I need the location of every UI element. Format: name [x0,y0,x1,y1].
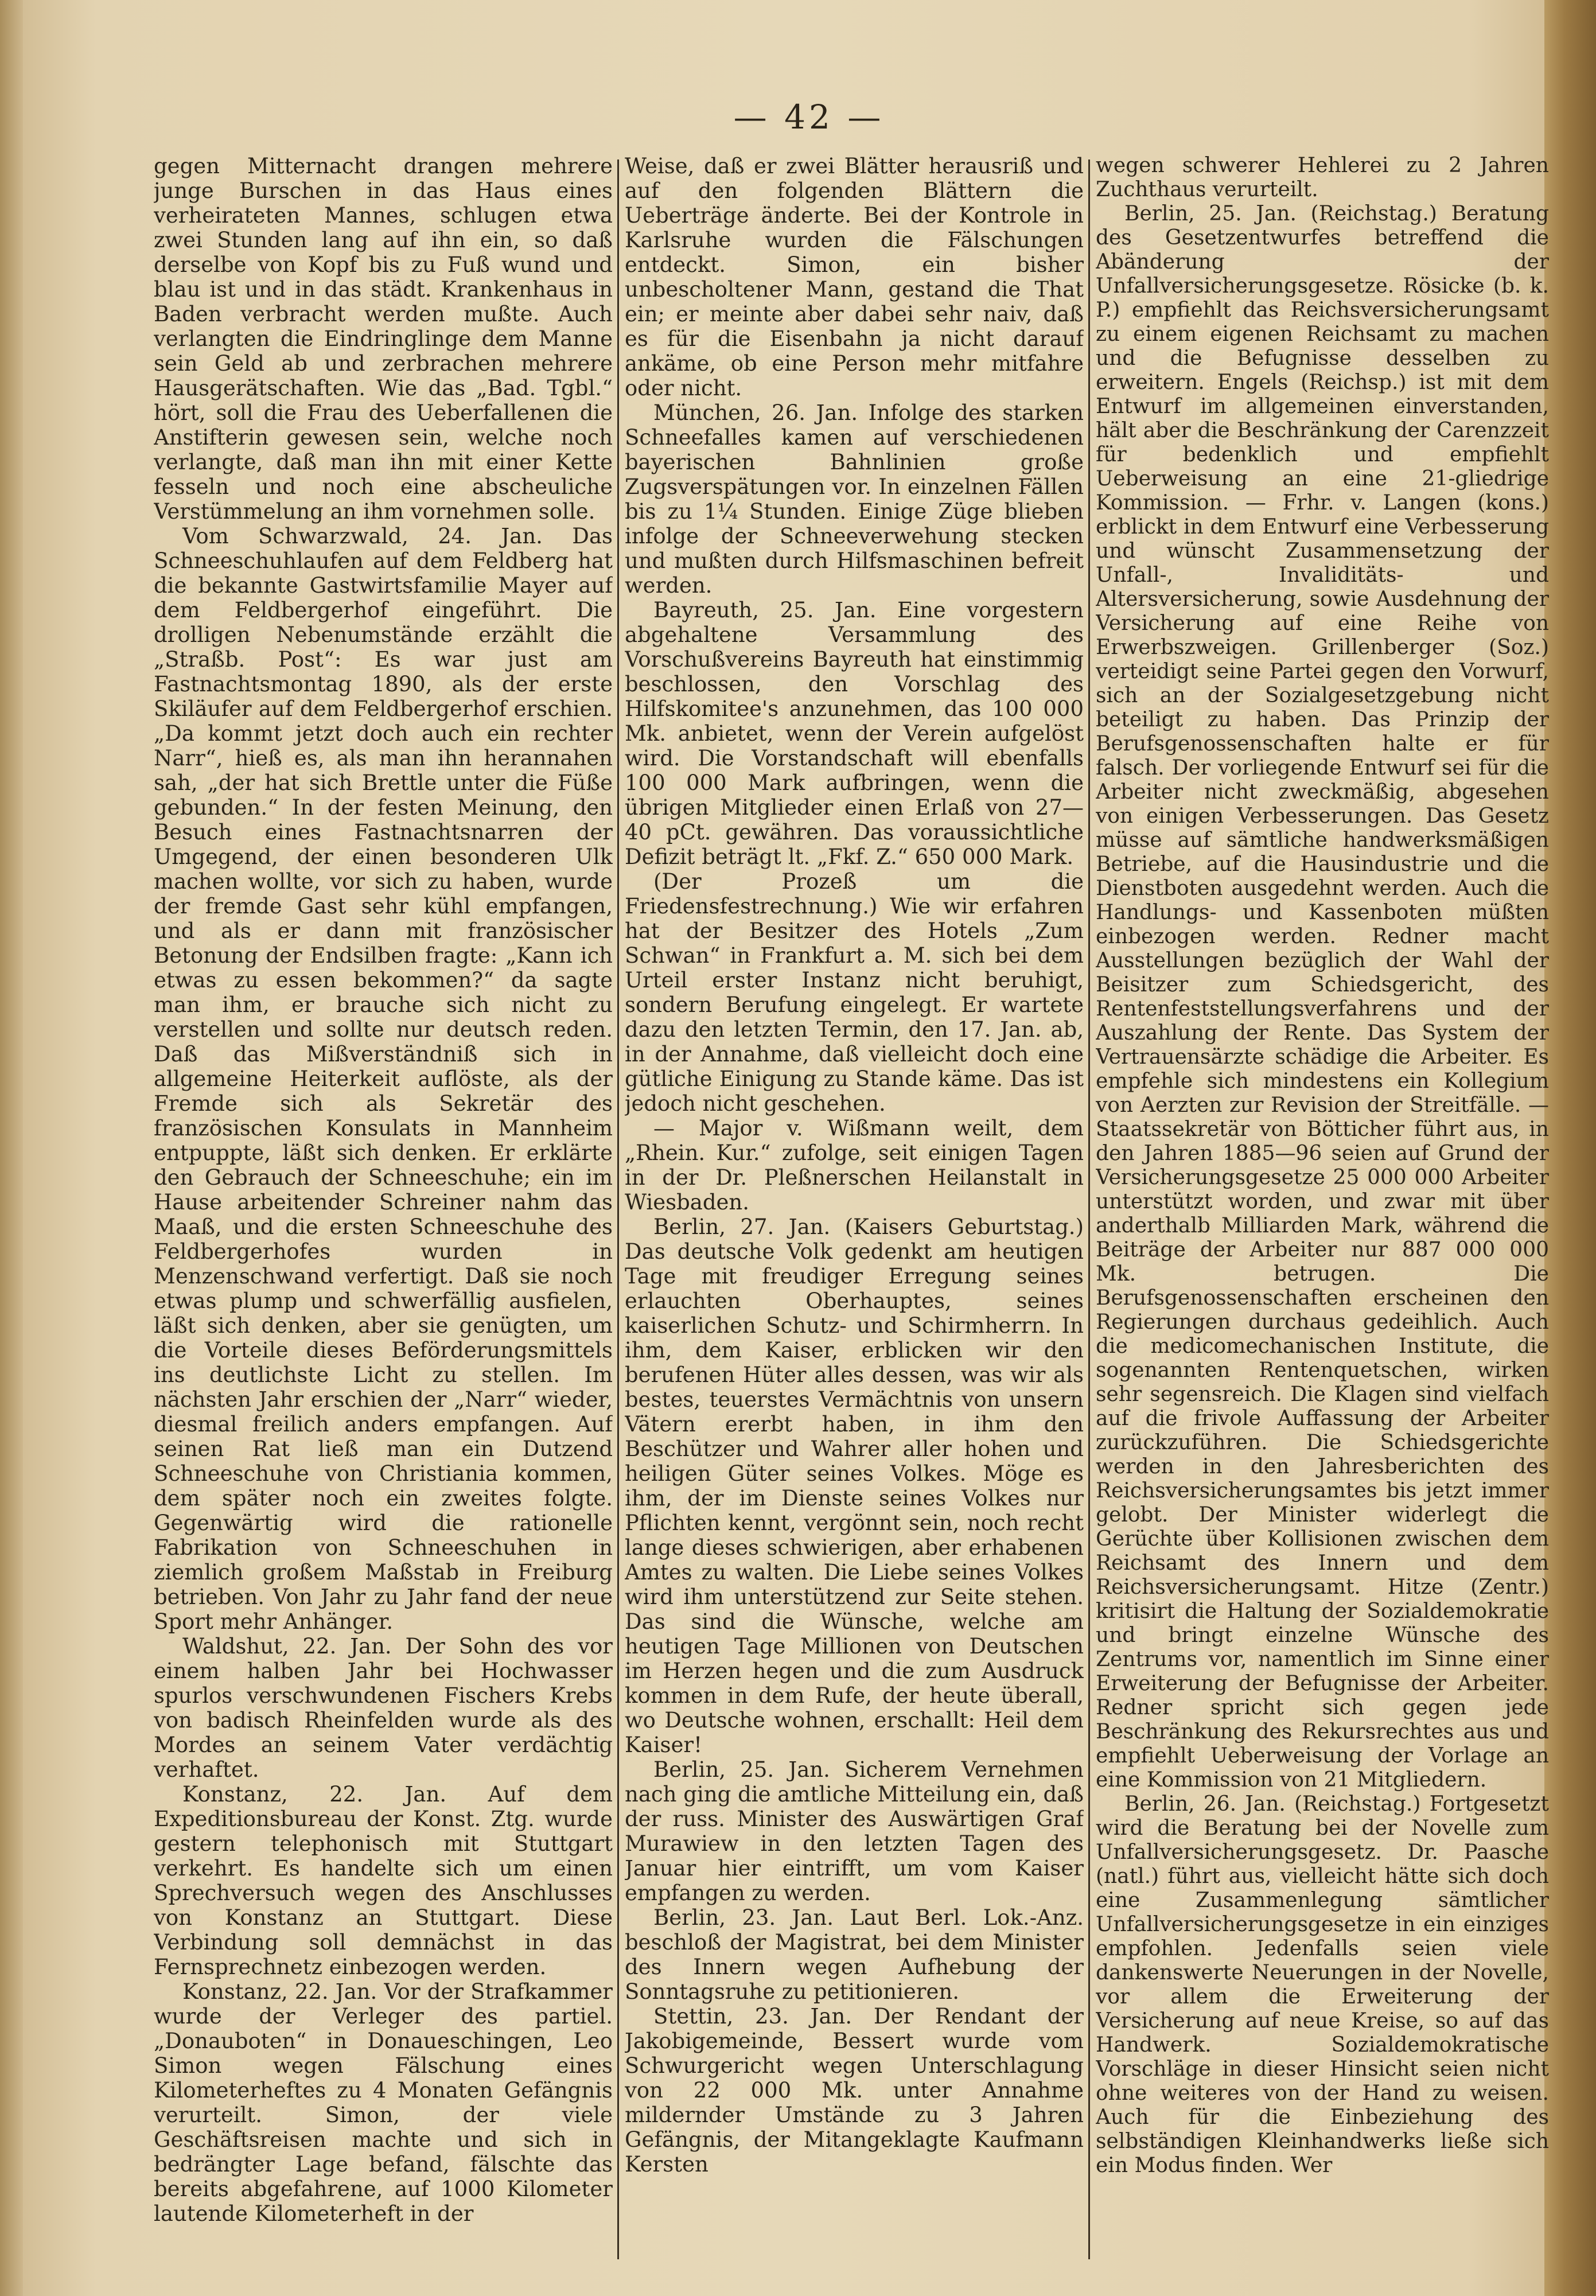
paragraph: Berlin, 23. Jan. Laut Berl. Lok.-Anz. beschloß der Magistrat, bei dem Minister des Innern wegen Aufhebung der Sonntagsruhe zu petitionieren. [625,1905,1084,2004]
paragraph: wegen schwerer Hehlerei zu 2 Jahren Zuchthaus verurteilt. [1096,154,1549,201]
column-2 [625,154,1084,2265]
paragraph: Vom Schwarzwald, 24. Jan. Das Schneeschuhlaufen auf dem Feldberg hat die bekannte Gastwirtsfamilie Mayer auf dem Feldbergerhof eingeführt. Die drolligen Nebenumstände erzählt die „Straßb. Post“: Es war just am Fastnachtsmontag 1890, als der erste Skiläufer auf dem Feldbergerhof erschien. „Da kommt jetzt doch auch ein rechter Narr“, hieß es, als man ihn herannahen sah, „der hat sich Brettle unter die Füße gebunden.“ In der festen Meinung, den Besuch eines Fastnachtsnarren der Umgegend, der einen besonderen Ulk machen wollte, vor sich zu haben, wurde der fremde Gast sehr kühl empfangen, und als er dann mit französischer Betonung der Endsilben fragte: „Kann ich etwas zu essen bekommen?“ da sagte man ihm, er brauche sich nicht zu verstellen und sollte nur deutsch reden. Daß das Mißverständniß sich in allgemeine Heiterkeit auflöste, als der Fremde sich als Sekretär des französischen Konsulats in Mannheim entpuppte, läßt sich denken. Er erklärte den Gebrauch der Schneeschuhe; ein im Hause arbeitender Schreiner nahm das Maaß, und die ersten Schneeschuhe des Feldbergerhofes wurden in Menzenschwand verfertigt. Daß sie noch etwas plump und schwerfällig ausfielen, läßt sich denken, aber sie genügten, um die Vorteile dieses Beförderungsmittels ins deutlichste Licht zu stellen. Im nächsten Jahr erschien der „Narr“ wieder, diesmal freilich anders empfangen. Auf seinen Rat ließ man ein Dutzend Schneeschuhe von Christiania kommen, dem später noch ein zweites folgte. Gegenwärtig wird die rationelle Fabrikation von Schneeschuhen in ziemlich großem Maßstab in Freiburg betrieben. Von Jahr zu Jahr fand der neue Sport mehr Anhänger. [154,524,613,1634]
paragraph: Konstanz, 22. Jan. Vor der Strafkammer wurde der Verleger des partiel. „Donauboten“ in Donaueschingen, Leo Simon wegen Fälschung eines Kilometerheftes zu 4 Monaten Gefängnis verurteilt. Simon, der viele Geschäftsreisen machte und sich in bedrängter Lage befand, fälschte das bereits abgefahrene, auf 1000 Kilometer lautende Kilometerheft in der [154,1979,613,2226]
paragraph: — Major v. Wißmann weilt, dem „Rhein. Kur.“ zufolge, seit einigen Tagen in der Dr. Pleßnerschen Heilanstalt in Wiesbaden. [625,1116,1084,1215]
column-rule [1088,159,1090,2259]
page-number: — 42 — [733,98,885,137]
page-edge [0,0,23,2296]
paragraph: Stettin, 23. Jan. Der Rendant der Jakobigemeinde, Bessert wurde vom Schwurgericht wegen Unterschlagung von 22 000 Mk. unter Annahme mildernder Umstände zu 3 Jahren Gefängnis, der Mitangeklagte Kaufmann Kersten [625,2004,1084,2177]
paragraph: Berlin, 26. Jan. (Reichstag.) Fortgesetzt wird die Beratung bei der Novelle zum Unfallversicherungsgesetz. Dr. Paasche (natl.) führt aus, vielleicht hätte sich doch eine Zusammenlegung sämtlicher Unfallversicherungsgesetze in ein einziges empfohlen. Jedenfalls seien viele dankenswerte Neuerungen in der Novelle, vor allem die Erweiterung der Versicherung auf neue Kreise, so auf das Handwerk. Sozialdemokratische Vorschläge in dieser Hinsicht seien nicht ohne weiteres von der Hand zu weisen. Auch für die Einbeziehung des selbständigen Kleinhandwerks ließe sich ein Modus finden. Wer [1096,1792,1549,2177]
paragraph: (Der Prozeß um die Friedensfestrechnung.) Wie wir erfahren hat der Besitzer des Hotels „Zum Schwan“ in Frankfurt a. M. sich bei dem Urteil erster Instanz nicht beruhigt, sondern Berufung eingelegt. Er wartete dazu den letzten Termin, den 17. Jan. ab, in der Annahme, daß vielleicht doch eine gütliche Einigung zu Stande käme. Das ist jedoch nicht geschehen. [625,869,1084,1116]
paragraph: Bayreuth, 25. Jan. Eine vorgestern abgehaltene Versammlung des Vorschußvereins Bayreuth hat einstimmig beschlossen, den Vorschlag des Hilfskomitee's anzunehmen, das 100 000 Mk. anbietet, wenn der Verein aufgelöst wird. Die Vorstandschaft will ebenfalls 100 000 Mark aufbringen, wenn die übrigen Mitglieder einen Erlaß von 27—40 pCt. gewähren. Das voraussichtliche Defizit beträgt lt. „Fkf. Z.“ 650 000 Mark. [625,598,1084,869]
paragraph: Berlin, 25. Jan. (Reichstag.) Beratung des Gesetzentwurfes betreffend die Abänderung der Unfallversicherungsgesetze. Rösicke (b. k. P.) empfiehlt das Reichsversicherungsamt zu einem eigenen Reichsamt zu machen und die Befugnisse desselben zu erweitern. Engels (Reichsp.) ist mit dem Entwurf im allgemeinen einverstanden, hält aber die Beschränkung der Carenzzeit für bedenklich und empfiehlt Ueberweisung an eine 21-gliedrige Kommission. — Frhr. v. Langen (kons.) erblickt in dem Entwurf eine Verbesserung und wünscht Zusammensetzung der Unfall-, Invaliditäts- und Altersversicherung, sowie Ausdehnung der Versicherung auf eine Reihe von Erwerbszweigen. Grillenberger (Soz.) verteidigt seine Partei gegen den Vorwurf, sich an der Sozialgesetzgebung nicht beteiligt zu haben. Das Prinzip der Berufsgenossenschaften halte er für falsch. Der vorliegende Entwurf sei für die Arbeiter nicht zweckmäßig, abgesehen von einigen Verbesserungen. Das Gesetz müsse auf sämtliche handwerksmäßigen Betriebe, auf die Hausindustrie und die Dienstboten ausgedehnt werden. Auch die Handlungs- und Kassenboten müßten einbezogen werden. Redner macht Ausstellungen bezüglich der Wahl der Beisitzer zum Schiedsgericht, des Rentenfeststellungsverfahrens und der Auszahlung der Rente. Das System der Vertrauensärzte schädige die Arbeiter. Es empfehle sich mindestens ein Kollegium von Aerzten zur Revision der Streitfälle. — Staatssekretär von Bötticher führt aus, in den Jahren 1885—96 seien auf Grund der Versicherungsgesetze 25 000 000 Arbeiter unterstützt worden, und zwar mit über anderthalb Milliarden Mark, während die Beiträge der Arbeiter nur 887 000 000 Mk. betrugen. Die Berufsgenossenschaften erscheinen den Regierungen durchaus gedeihlich. Auch die medicomechanischen Institute, die sogenannten Rentenquetschen, wirken sehr segensreich. Die Klagen sind vielfach auf die frivole Auffassung der Arbeiter zurückzuführen. Die Schiedsgerichte werden in den Jahresberichten des Reichsversicherungsamtes bis jetzt immer gelobt. Der Minister widerlegt die Gerüchte über Kollisionen zwischen dem Reichsamt des Innern und dem Reichsversicherungsamt. Hitze (Zentr.) kritisirt die Haltung der Sozialdemokratie und bringt einzelne Wünsche des Zentrums vor, namentlich im Sinne einer Erweiterung der Befugnisse der Arbeiter. Redner spricht sich gegen jede Beschränkung des Rekursrechtes aus und empfiehlt Ueberweisung der Vorlage an eine Kommission von 21 Mitgliedern. [1096,202,1549,1792]
paragraph: Berlin, 25. Jan. Sicherem Vernehmen nach ging die amtliche Mitteilung ein, daß der russ. Minister des Auswärtigen Graf Murawiew in den letzten Tagen des Januar hier eintrifft, um vom Kaiser empfangen zu werden. [625,1757,1084,1905]
paragraph: Waldshut, 22. Jan. Der Sohn des vor einem halben Jahr bei Hochwasser spurlos verschwundenen Fischers Krebs von badisch Rheinfelden wurde als des Mordes an seinem Vater verdächtig verhaftet. [154,1634,613,1782]
paragraph: Konstanz, 22. Jan. Auf dem Expeditionsbureau der Konst. Ztg. wurde gestern telephonisch mit Stuttgart verkehrt. Es handelte sich um einen Sprechversuch wegen des Anschlusses von Konstanz an Stuttgart. Diese Verbindung soll demnächst in das Fernsprechnetz einbezogen werden. [154,1782,613,1979]
column-3 [1096,154,1549,2265]
paragraph: gegen Mitternacht drangen mehrere junge Burschen in das Haus eines verheirateten Mannes, schlugen etwa zwei Stunden lang auf ihn ein, so daß derselbe von Kopf bis zu Fuß wund und blau ist und in das städt. Krankenhaus in Baden verbracht werden mußte. Auch verlangten die Eindringlinge dem Manne sein Geld ab und zerbrachen mehrere Hausgerätschaften. Wie das „Bad. Tgbl.“ hört, soll die Frau des Ueberfallenen die Anstifterin gewesen sein, welche noch verlangte, daß man ihn mit einer Kette fesseln und noch eine abscheuliche Verstümmelung an ihm vornehmen solle. [154,154,613,524]
paragraph: Berlin, 27. Jan. (Kaisers Geburtstag.) Das deutsche Volk gedenkt am heutigen Tage mit freudiger Erregung seines erlauchten Oberhauptes, seines kaiserlichen Schutz- und Schirmherrn. In ihm, dem Kaiser, erblicken wir den berufenen Hüter alles dessen, was wir als bestes, teuerstes Vermächtnis von unsern Vätern ererbt haben, in ihm den Beschützer und Wahrer aller hohen und heiligen Güter seines Volkes. Möge es ihm, der im Dienste seines Volkes nur Pflichten kennt, vergönnt sein, noch recht lange dieses schwierigen, aber erhabenen Amtes zu walten. Die Liebe seines Volkes wird ihm unterstützend zur Seite stehen. Das sind die Wünsche, welche am heutigen Tage Millionen von Deutschen im Herzen hegen und die zum Ausdruck kommen in dem Rufe, der heute überall, wo Deutsche wohnen, erschallt: Heil dem Kaiser! [625,1215,1084,1757]
paragraph: Weise, daß er zwei Blätter herausriß und auf den folgenden Blättern die Ueberträge änderte. Bei der Kontrole in Karlsruhe wurden die Fälschungen entdeckt. Simon, ein bisher unbescholtener Mann, gestand die That ein; er meinte aber dabei sehr naiv, daß es für die Eisenbahn ja nicht darauf ankäme, ob eine Person mehr mitfahre oder nicht. [625,154,1084,400]
column-1 [154,154,613,2265]
paragraph: München, 26. Jan. Infolge des starken Schneefalles kamen auf verschiedenen bayerischen Bahnlinien große Zugsverspätungen vor. In einzelnen Fällen bis zu 1¼ Stunden. Einige Züge blieben infolge der Schneeverwehung stecken und mußten durch Hilfsmaschinen befreit werden. [625,400,1084,598]
book-binding [1544,0,1596,2296]
column-rule [617,159,619,2259]
